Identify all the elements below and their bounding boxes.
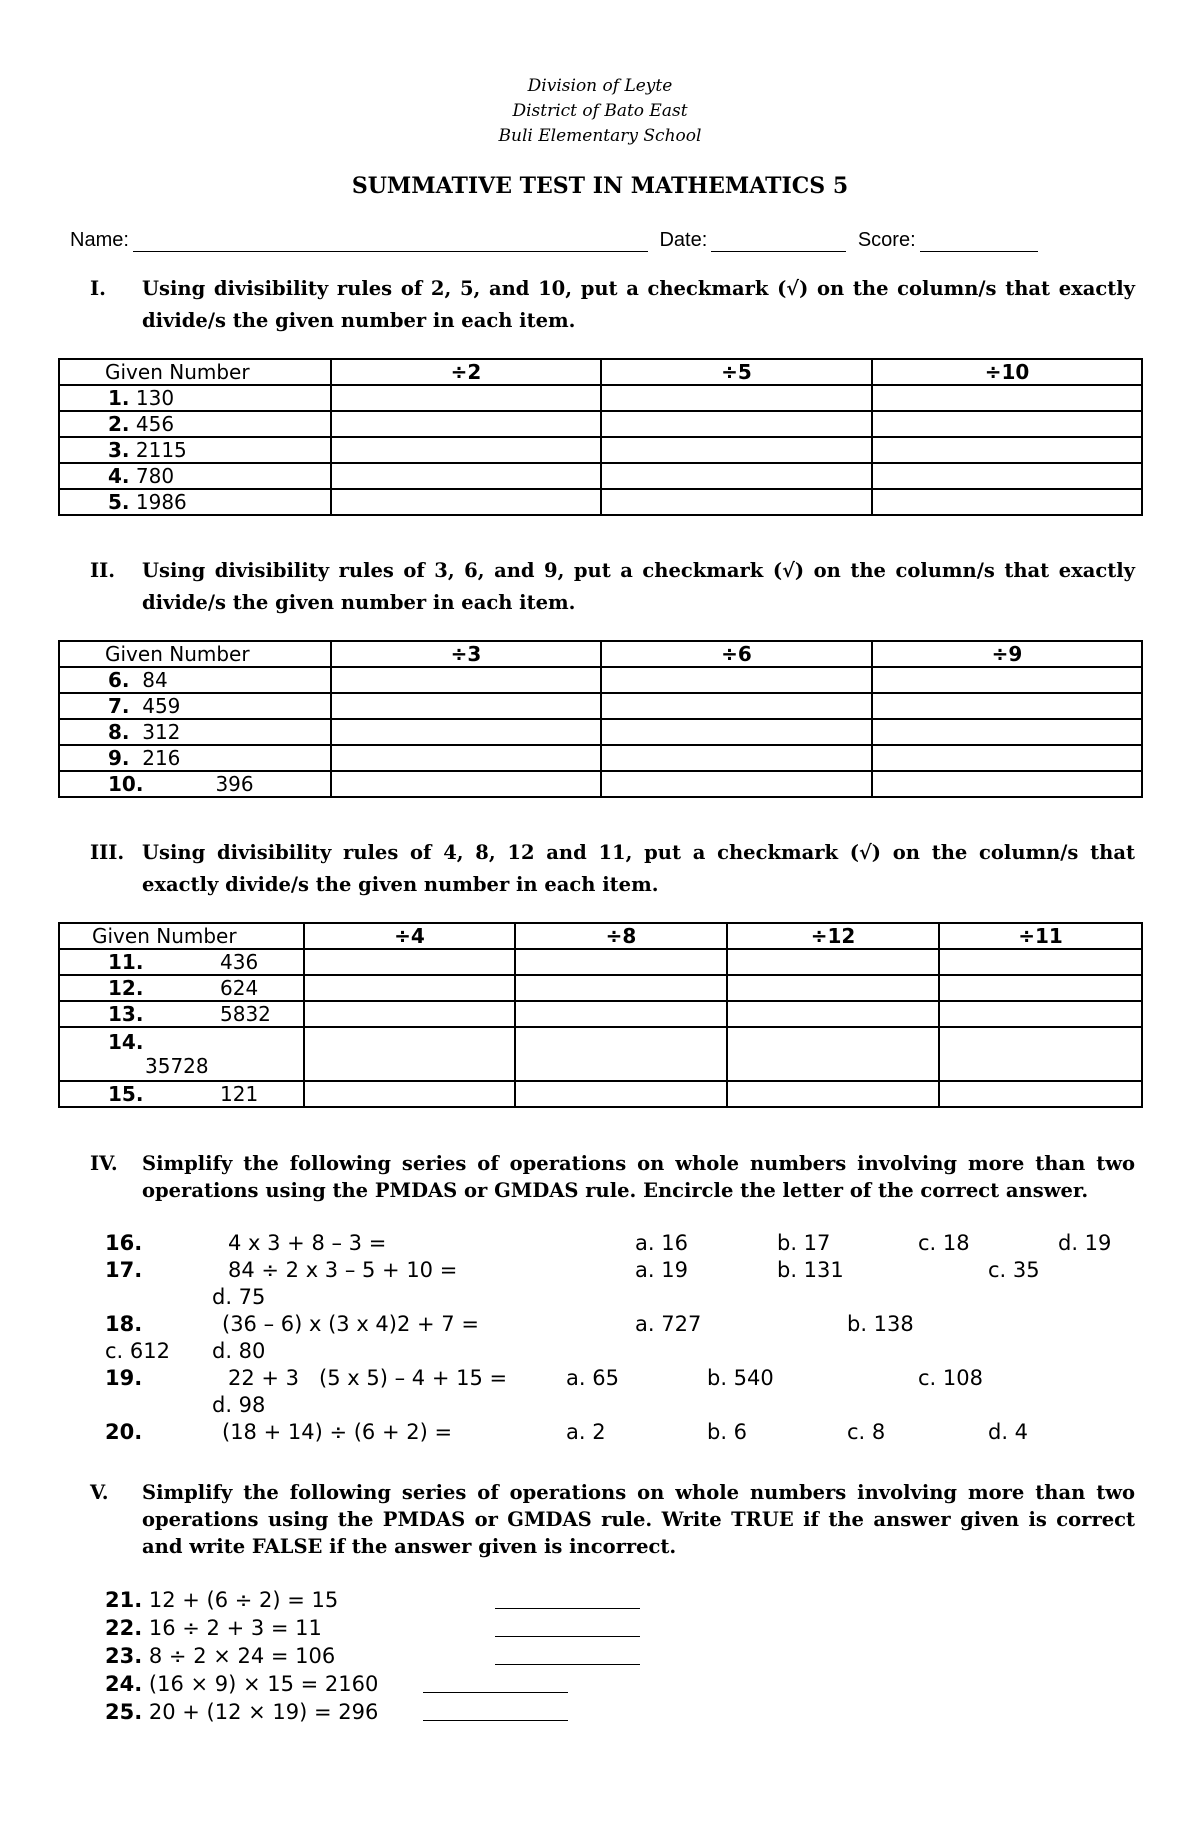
column-header: ÷11 bbox=[939, 923, 1142, 949]
given-number-cell bbox=[59, 745, 331, 771]
answer-blank[interactable] bbox=[423, 1720, 568, 1721]
section-3-numeral: III. bbox=[90, 841, 125, 864]
mc-item bbox=[0, 1365, 1200, 1392]
answer-cell[interactable] bbox=[515, 949, 727, 975]
choice-a[interactable]: a. 727 bbox=[635, 1312, 702, 1336]
section-2-table bbox=[58, 640, 1143, 798]
mc-item-wrap bbox=[0, 1392, 1200, 1419]
item-number: 21. bbox=[105, 1588, 143, 1612]
given-number-cell bbox=[59, 1001, 304, 1027]
answer-cell[interactable] bbox=[727, 1001, 939, 1027]
column-header: ÷12 bbox=[727, 923, 939, 949]
answer-cell[interactable] bbox=[601, 463, 872, 489]
choice-a[interactable]: a. 16 bbox=[635, 1231, 688, 1255]
item-number: 19. bbox=[105, 1366, 143, 1390]
section-2-numeral: II. bbox=[90, 559, 116, 582]
division-line: Division of Leyte bbox=[527, 76, 673, 96]
name-field[interactable] bbox=[133, 231, 648, 252]
school-line: Buli Elementary School bbox=[498, 126, 702, 146]
answer-cell[interactable] bbox=[727, 949, 939, 975]
choice-b[interactable]: b. 540 bbox=[707, 1366, 774, 1390]
given-number-cell bbox=[59, 411, 331, 437]
answer-cell[interactable] bbox=[939, 949, 1142, 975]
section-3-text: Using divisibility rules of 4, 8, 12 and 11, put a checkmark (√) on the column/s that exactly divide/s the given number in each item. bbox=[142, 841, 1135, 896]
given-number: 459 bbox=[142, 694, 181, 718]
answer-cell[interactable] bbox=[304, 1027, 515, 1081]
district-line: District of Bato East bbox=[512, 101, 688, 121]
choice-d[interactable]: d. 75 bbox=[212, 1285, 266, 1309]
section-1-table bbox=[58, 358, 1143, 516]
table-row bbox=[59, 437, 1142, 463]
given-number: 396 bbox=[215, 772, 254, 796]
answer-cell[interactable] bbox=[727, 975, 939, 1001]
true-false-item bbox=[105, 1614, 378, 1642]
table-row bbox=[59, 745, 1142, 771]
item-number: 8. bbox=[108, 720, 130, 744]
true-false-item bbox=[105, 1642, 378, 1670]
mc-item bbox=[0, 1419, 1200, 1446]
given-number: 130 bbox=[135, 386, 175, 410]
expression: 4 x 3 + 8 – 3 = bbox=[228, 1231, 387, 1255]
column-header: ÷6 bbox=[601, 641, 872, 667]
answer-cell[interactable] bbox=[601, 693, 872, 719]
table-row bbox=[59, 667, 1142, 693]
column-header: ÷10 bbox=[872, 359, 1142, 385]
expression: 12 + (6 ÷ 2) = 15 bbox=[148, 1588, 339, 1612]
column-header: ÷9 bbox=[872, 641, 1142, 667]
answer-cell[interactable] bbox=[601, 719, 872, 745]
answer-cell[interactable] bbox=[939, 1001, 1142, 1027]
table-header-row bbox=[59, 923, 1142, 949]
given-number-cell bbox=[59, 949, 304, 975]
item-number: 20. bbox=[105, 1420, 143, 1444]
answer-cell[interactable] bbox=[515, 1001, 727, 1027]
choice-a[interactable]: a. 2 bbox=[566, 1420, 606, 1444]
expression: (18 + 14) ÷ (6 + 2) = bbox=[222, 1420, 453, 1444]
date-field[interactable] bbox=[711, 231, 846, 252]
mc-item-wrap bbox=[0, 1284, 1200, 1311]
section-2-instruction bbox=[90, 555, 1135, 619]
answer-cell[interactable] bbox=[331, 437, 601, 463]
answer-cell[interactable] bbox=[872, 771, 1142, 797]
choice-b[interactable]: b. 6 bbox=[707, 1420, 748, 1444]
section-4-numeral: IV. bbox=[90, 1152, 118, 1175]
given-number-cell bbox=[59, 667, 331, 693]
table-row bbox=[59, 385, 1142, 411]
answer-cell[interactable] bbox=[331, 745, 601, 771]
choice-d[interactable]: d. 98 bbox=[212, 1393, 266, 1417]
item-number: 3. bbox=[108, 438, 130, 462]
answer-cell[interactable] bbox=[304, 975, 515, 1001]
table-row bbox=[59, 463, 1142, 489]
score-label: Score: bbox=[857, 229, 916, 251]
item-number: 15. bbox=[108, 1082, 144, 1106]
section-5-numeral: V. bbox=[90, 1481, 109, 1504]
choice-b[interactable]: b. 138 bbox=[847, 1312, 914, 1336]
answer-cell[interactable] bbox=[601, 771, 872, 797]
table-row bbox=[59, 1081, 1142, 1107]
table-row bbox=[59, 719, 1142, 745]
date-label: Date: bbox=[659, 229, 708, 251]
table-row bbox=[59, 693, 1142, 719]
answer-blank[interactable] bbox=[495, 1608, 640, 1609]
answer-cell[interactable] bbox=[872, 411, 1142, 437]
answer-cell[interactable] bbox=[331, 411, 601, 437]
section-2-text: Using divisibility rules of 3, 6, and 9, put a checkmark (√) on the column/s that exactly divide/s the given number in each item. bbox=[142, 559, 1135, 614]
given-number-cell bbox=[59, 771, 331, 797]
choice-c[interactable]: c. 612 bbox=[105, 1339, 170, 1363]
answer-cell[interactable] bbox=[601, 489, 872, 515]
answer-cell[interactable] bbox=[872, 667, 1142, 693]
answer-cell[interactable] bbox=[872, 489, 1142, 515]
choice-d[interactable]: d. 19 bbox=[1058, 1231, 1112, 1255]
score-field[interactable] bbox=[920, 231, 1038, 252]
item-number: 5. bbox=[108, 490, 130, 514]
expression: 8 ÷ 2 × 24 = 106 bbox=[148, 1644, 336, 1668]
answer-blank[interactable] bbox=[423, 1692, 568, 1693]
answer-cell[interactable] bbox=[872, 463, 1142, 489]
answer-cell[interactable] bbox=[601, 437, 872, 463]
answer-cell[interactable] bbox=[872, 437, 1142, 463]
choice-c[interactable]: c. 18 bbox=[918, 1231, 970, 1255]
answer-cell[interactable] bbox=[601, 667, 872, 693]
item-number: 9. bbox=[108, 746, 130, 770]
given-number-cell bbox=[59, 463, 331, 489]
given-number: 456 bbox=[135, 412, 175, 436]
page-title: SUMMATIVE TEST IN MATHEMATICS 5 bbox=[351, 173, 849, 199]
choice-a[interactable]: a. 65 bbox=[566, 1366, 619, 1390]
answer-cell[interactable] bbox=[515, 1027, 727, 1081]
true-false-item bbox=[105, 1586, 378, 1614]
choice-c[interactable]: c. 108 bbox=[918, 1366, 983, 1390]
section-1-instruction bbox=[90, 273, 1135, 337]
column-header: Given Number bbox=[59, 641, 331, 667]
given-number-cell bbox=[59, 1081, 304, 1107]
answer-cell[interactable] bbox=[727, 1027, 939, 1081]
table-row bbox=[59, 949, 1142, 975]
item-number: 11. bbox=[108, 950, 144, 974]
given-number: 780 bbox=[135, 464, 175, 488]
table-row bbox=[59, 1001, 1142, 1027]
item-number: 17. bbox=[105, 1258, 143, 1282]
answer-cell[interactable] bbox=[601, 745, 872, 771]
table-row bbox=[59, 975, 1142, 1001]
answer-blank[interactable] bbox=[495, 1664, 640, 1665]
mc-item bbox=[0, 1257, 1200, 1284]
section-4-text: Simplify the following series of operations on whole numbers involving more than two operations using the PMDAS or GMDAS rule. Encircle the letter of the correct answer. bbox=[142, 1152, 1135, 1202]
given-number: 216 bbox=[142, 746, 181, 770]
answer-cell[interactable] bbox=[331, 463, 601, 489]
table-header-row bbox=[59, 641, 1142, 667]
given-number: 121 bbox=[220, 1082, 259, 1106]
answer-cell[interactable] bbox=[601, 385, 872, 411]
given-number: 2115 bbox=[135, 438, 187, 462]
answer-cell[interactable] bbox=[304, 1081, 515, 1107]
answer-cell[interactable] bbox=[304, 949, 515, 975]
given-number-cell bbox=[59, 719, 331, 745]
expression: 84 ÷ 2 x 3 – 5 + 10 = bbox=[228, 1258, 458, 1282]
choice-b[interactable]: b. 17 bbox=[777, 1231, 831, 1255]
answer-cell[interactable] bbox=[872, 745, 1142, 771]
answer-cell[interactable] bbox=[515, 975, 727, 1001]
item-number: 23. bbox=[105, 1644, 143, 1668]
item-number: 16. bbox=[105, 1231, 143, 1255]
column-header: ÷5 bbox=[601, 359, 872, 385]
choice-b[interactable]: b. 131 bbox=[777, 1258, 844, 1282]
column-header: Given Number bbox=[59, 923, 304, 949]
choice-a[interactable]: a. 19 bbox=[635, 1258, 688, 1282]
answer-cell[interactable] bbox=[331, 385, 601, 411]
expression: 20 + (12 × 19) = 296 bbox=[148, 1700, 379, 1724]
expression: 22 + 3 (5 x 5) – 4 + 15 = bbox=[228, 1366, 508, 1390]
answer-cell[interactable] bbox=[872, 719, 1142, 745]
true-false-item bbox=[105, 1698, 378, 1726]
section-3-instruction bbox=[90, 837, 1135, 901]
column-header: ÷2 bbox=[331, 359, 601, 385]
answer-cell[interactable] bbox=[331, 771, 601, 797]
item-number: 10. bbox=[108, 772, 144, 796]
answer-cell[interactable] bbox=[939, 1081, 1142, 1107]
section-5-items bbox=[105, 1586, 378, 1726]
answer-cell[interactable] bbox=[331, 719, 601, 745]
answer-cell[interactable] bbox=[939, 975, 1142, 1001]
answer-cell[interactable] bbox=[939, 1027, 1142, 1081]
given-number-cell bbox=[59, 437, 331, 463]
item-number: 1. bbox=[108, 386, 130, 410]
item-number: 6. bbox=[108, 668, 130, 692]
expression: (36 – 6) x (3 x 4)2 + 7 = bbox=[222, 1312, 479, 1336]
choice-c[interactable]: c. 8 bbox=[847, 1420, 886, 1444]
section-1-text: Using divisibility rules of 2, 5, and 10, put a checkmark (√) on the column/s that exactly divide/s the given number in each item. bbox=[142, 277, 1135, 332]
choice-c[interactable]: c. 35 bbox=[988, 1258, 1040, 1282]
column-header: ÷3 bbox=[331, 641, 601, 667]
item-number: 7. bbox=[108, 694, 130, 718]
mc-item bbox=[0, 1230, 1200, 1257]
answer-cell[interactable] bbox=[331, 693, 601, 719]
given-number-cell bbox=[59, 1027, 304, 1081]
given-number: 624 bbox=[220, 976, 259, 1000]
answer-cell[interactable] bbox=[872, 693, 1142, 719]
answer-cell[interactable] bbox=[601, 411, 872, 437]
answer-cell[interactable] bbox=[515, 1081, 727, 1107]
answer-cell[interactable] bbox=[727, 1081, 939, 1107]
item-number: 4. bbox=[108, 464, 130, 488]
given-number: 1986 bbox=[135, 490, 187, 514]
section-1-numeral: I. bbox=[90, 277, 106, 300]
section-5-text: Simplify the following series of operations on whole numbers involving more than two operations using the PMDAS or GMDAS rule. Write TRUE if the answer given is correct and write FALSE if the answer given is incorrect. bbox=[142, 1481, 1135, 1558]
item-number: 14. bbox=[108, 1030, 144, 1054]
given-number: 84 bbox=[142, 668, 168, 692]
choice-d[interactable]: d. 4 bbox=[988, 1420, 1029, 1444]
answer-cell[interactable] bbox=[872, 385, 1142, 411]
item-number: 25. bbox=[105, 1700, 143, 1724]
table-row bbox=[59, 411, 1142, 437]
column-header: Given Number bbox=[59, 359, 331, 385]
item-number: 12. bbox=[108, 976, 144, 1000]
answer-cell[interactable] bbox=[331, 489, 601, 515]
column-header: ÷4 bbox=[304, 923, 515, 949]
given-number: 5832 bbox=[220, 1002, 271, 1026]
column-header: ÷8 bbox=[515, 923, 727, 949]
given-number-cell bbox=[59, 975, 304, 1001]
table-header-row bbox=[59, 359, 1142, 385]
name-label: Name: bbox=[70, 229, 129, 251]
section-5-instruction bbox=[90, 1479, 1135, 1560]
given-number-cell bbox=[59, 489, 331, 515]
item-number: 24. bbox=[105, 1672, 143, 1696]
given-number: 35728 bbox=[145, 1054, 209, 1078]
item-number: 18. bbox=[105, 1312, 143, 1336]
table-row bbox=[59, 1027, 1142, 1081]
item-number: 13. bbox=[108, 1002, 144, 1026]
section-4-instruction bbox=[90, 1150, 1135, 1204]
given-number-cell bbox=[59, 693, 331, 719]
answer-cell[interactable] bbox=[304, 1001, 515, 1027]
mc-item-wrap bbox=[0, 1338, 1200, 1365]
table-row bbox=[59, 771, 1142, 797]
given-number: 312 bbox=[142, 720, 181, 744]
answer-cell[interactable] bbox=[331, 667, 601, 693]
table-row bbox=[59, 489, 1142, 515]
answer-blank[interactable] bbox=[495, 1636, 640, 1637]
expression: (16 × 9) × 15 = 2160 bbox=[148, 1672, 379, 1696]
given-number: 436 bbox=[220, 950, 259, 974]
true-false-item bbox=[105, 1670, 378, 1698]
section-4-items bbox=[0, 1230, 1200, 1446]
choice-d[interactable]: d. 80 bbox=[212, 1339, 266, 1363]
item-number: 22. bbox=[105, 1616, 143, 1640]
section-3-table bbox=[58, 922, 1143, 1108]
given-number-cell bbox=[59, 385, 331, 411]
item-number: 2. bbox=[108, 412, 130, 436]
student-info-line bbox=[70, 229, 1044, 252]
expression: 16 ÷ 2 + 3 = 11 bbox=[148, 1616, 322, 1640]
